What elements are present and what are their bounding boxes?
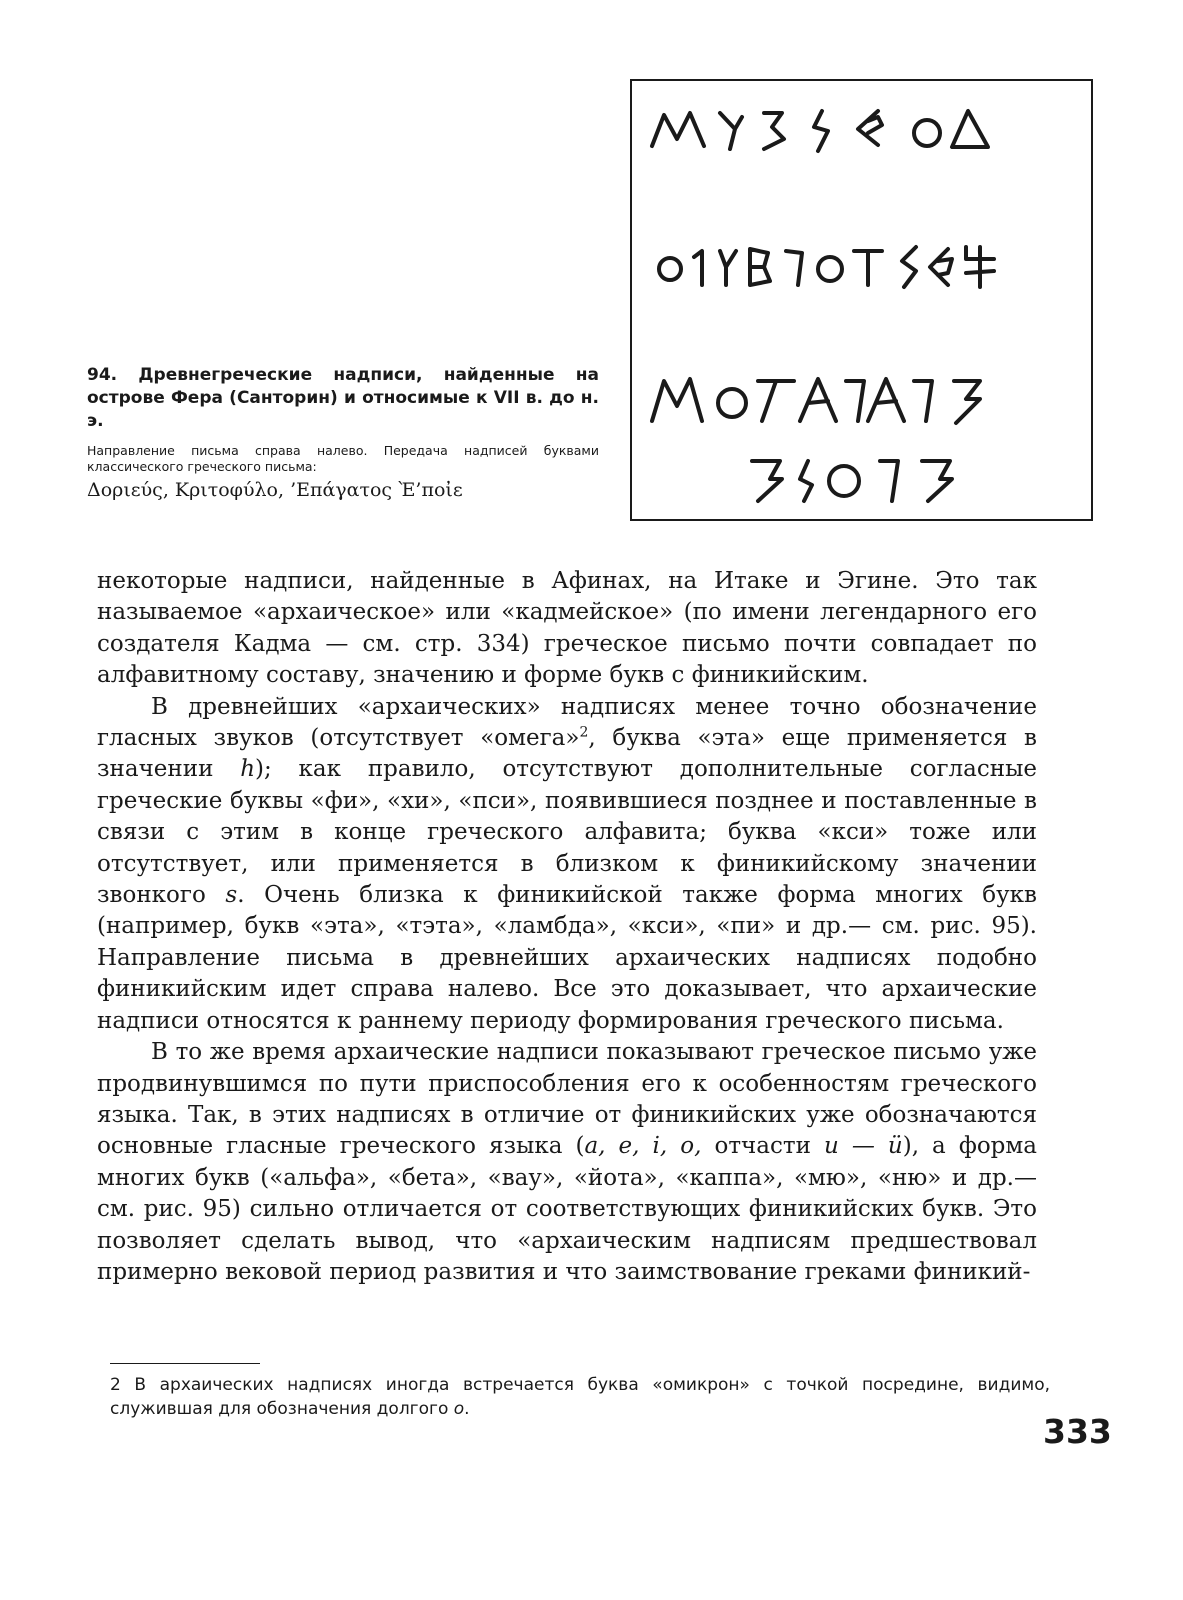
paragraph-2 [97,692,1037,1037]
caption-transliteration: Δοριεύς, Κριτοφύλο, ’Επάγατος Ὲ’ποἰε [87,479,463,501]
p2-letter-s: s [225,882,238,909]
page-number: 333 [1043,1412,1112,1451]
p2-part-b: , буква «эта» еще применяется в значении [97,725,1037,783]
paragraph-3 [97,1037,1037,1288]
p2-part-a: В древнейших «архаических» надписях менее точно обозначение гласных звуков (отсутствует «омега» [97,693,1037,752]
footnote-letter-o: о [453,1399,465,1419]
footnote-text-b: . [464,1399,470,1419]
p2-part-c: ); как правило, отсутствуют дополнительные согласные греческие буквы «фи», «хи», «пси», появившиеся позднее и поставленные в связи с этим в конце греческого алфавита; буква «кси» тоже или отсутствует, или применяется в близком к финикийскому значении звонкого [97,756,1037,909]
p3-letter-u: u — ü [823,1133,903,1160]
figure-caption [87,364,599,501]
inscription-line-4 [752,461,952,501]
p3-part-a: В то же время архаические надписи показывают греческое письмо уже продвинувшимся по пути приспособления его к особенностям греческого языка. Так, в этих надписях в отличие от финикийских уже обозначаются основные гласные греческого языка ( [97,1039,1037,1160]
footnote-divider [110,1363,260,1364]
footnote [110,1373,1050,1421]
footnote-ref: 2 [579,724,589,741]
footnote-mark: 2 [110,1375,121,1395]
p2-part-d: . Очень близка к финикийской также форма многих букв (например, букв «эта», «тэта», «ламбда», «кси», «пи» и др.— см. рис. 95). Направление письма в древнейших архаических надписях подобно финикийским идет справа налево. Все это доказывает, что архаические надписи относятся к раннему периоду формирования греческого письма. [97,882,1037,1034]
p3-part-c: ), а форма многих букв («альфа», «бета», «вау», «йота», «каппа», «мю», «ню» и др.— см. рис. 95) сильно отличается от соответствующих финикийских букв. Это позволяет сделать вывод, что «архаическим надписям предшествовал примерно вековой период развития и что заимствование греками финикий- [97,1133,1038,1285]
footnote-text-a: В архаических надписях иногда встречается буква «омикрон» с точкой посредине, видимо, служившая для обозначения долгого [110,1375,1050,1419]
inscription-line-2 [659,247,994,287]
inscription-drawing [632,81,1091,519]
inscription-line-1 [652,111,988,151]
caption-number: 94. [87,365,118,385]
paragraph-1: некоторые надписи, найденные в Афинах, на Итаке и Эгине. Это так называемое «архаическое» или «кадмейское» (по имени легендарного его создателя Кадма — см. стр. 334) греческое письмо почти совпадает по алфавитному составу, значению и форме букв с финикийским. [97,568,1037,689]
caption-title [87,364,599,433]
p3-vowels: a, e, i, o, [584,1133,702,1160]
caption-note: Направление письма справа налево. Передача надписей буквами классического греческого письма: [87,443,599,474]
main-text [97,566,1037,1288]
p3-part-b: отчасти [701,1133,824,1160]
inscription-line-3 [652,379,980,423]
inscription-figure [630,79,1093,521]
caption-title-text: Древнегреческие надписи, найденные на острове Фера (Санторин) и относимые к VII в. до н. э. [87,365,599,431]
p2-letter-h: h [240,756,256,783]
